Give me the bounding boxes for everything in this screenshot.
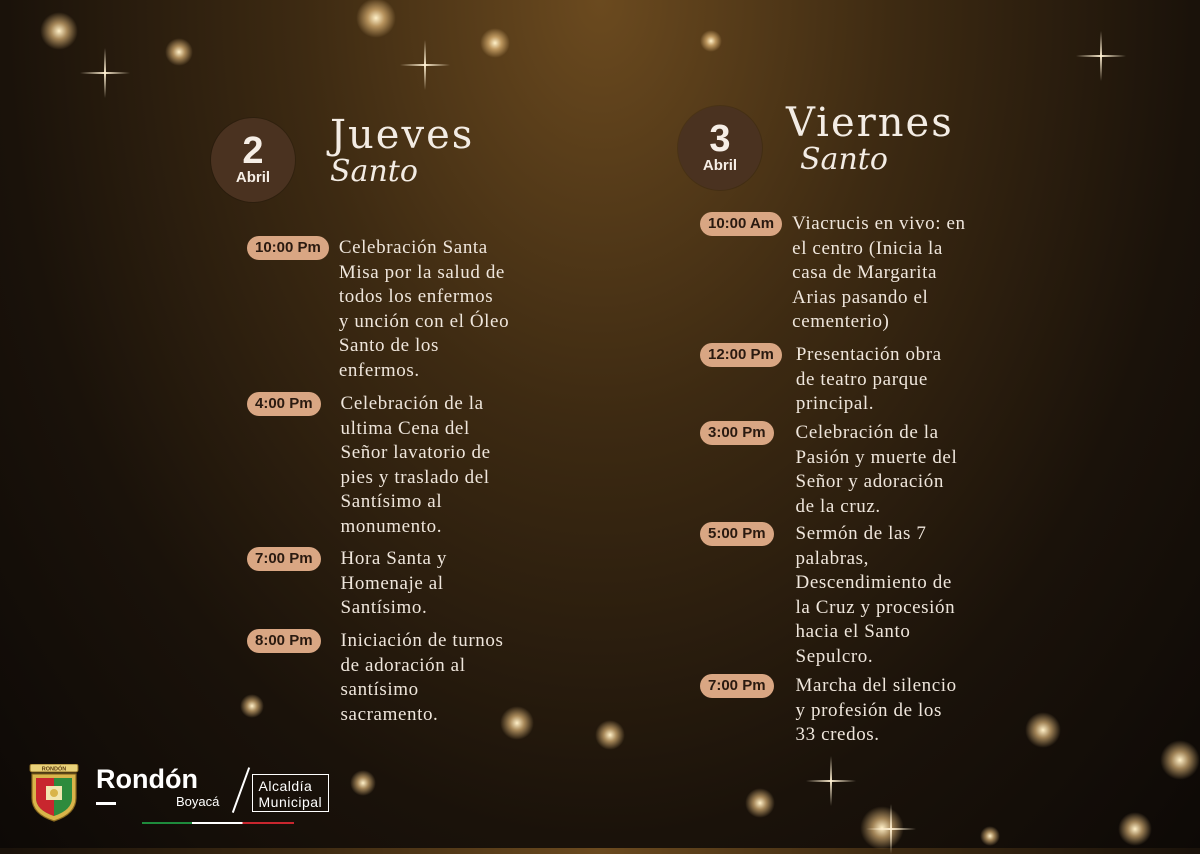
time-badge: 3:00 Pm [700, 421, 774, 445]
time-badge: 10:00 Pm [247, 236, 329, 260]
day-subtitle-thursday: Santo [330, 154, 418, 189]
alcaldia-line1: Alcaldía [258, 778, 313, 794]
time-badge: 5:00 Pm [700, 522, 774, 546]
event-item [700, 522, 955, 669]
time-badge: 7:00 Pm [247, 547, 321, 571]
day-number: 2 [242, 130, 264, 172]
day-month: Abril [702, 157, 738, 174]
alcaldia-box [252, 774, 330, 812]
event-description: Marcha del silencio y profesión de los 33 credos. [795, 675, 957, 745]
event-item [247, 629, 503, 727]
event-item [247, 392, 491, 539]
brand-dash [96, 802, 116, 805]
day-title-thursday: Jueves [330, 112, 475, 158]
time-badge: 8:00 Pm [247, 629, 321, 653]
brand-block [96, 764, 220, 809]
day-badge-friday [678, 106, 762, 190]
event-description: Viacrucis en vivo: en el centro (Inicia la casa de Margarita Arias pasando el cementerio) [792, 213, 966, 332]
event-item [700, 212, 966, 335]
event-item [700, 674, 957, 748]
event-item [247, 236, 509, 383]
day-subtitle-friday: Santo [800, 142, 888, 177]
event-description: Celebración de la ultima Cena del Señor lavatorio de pies y traslado del Santísimo al monumento. [340, 393, 491, 537]
event-item [700, 343, 942, 417]
time-badge: 7:00 Pm [700, 674, 774, 698]
event-description: Presentación obra de teatro parque principal. [795, 344, 942, 414]
divider-slash [232, 767, 250, 813]
municipal-footer [28, 764, 329, 822]
shield-text: RONDÓN [41, 766, 67, 773]
brand-region: Boyacá [176, 794, 220, 809]
event-description: Celebración de la Pasión y muerte del Señor y adoración de la cruz. [795, 422, 958, 517]
flag-colorbar [142, 822, 294, 824]
event-item [247, 547, 447, 621]
day-number: 3 [709, 118, 731, 160]
day-title-friday: Viernes [786, 100, 954, 146]
event-item [700, 421, 957, 519]
brand-name: Rondón [96, 764, 198, 794]
time-badge: 10:00 Am [700, 212, 782, 236]
event-description: Iniciación de turnos de adoración al santísimo sacramento. [340, 630, 504, 725]
event-description: Hora Santa y Homenaje al Santísimo. [340, 548, 447, 618]
time-badge: 4:00 Pm [247, 392, 321, 416]
day-badge-thursday [211, 118, 295, 202]
time-badge: 12:00 Pm [700, 343, 782, 367]
event-description: Sermón de las 7 palabras, Descendimiento de la Cruz y procesión hacia el Santo Sepulcro. [795, 523, 956, 667]
coat-of-arms-icon [28, 764, 80, 822]
alcaldia-line2: Municipal [258, 794, 323, 810]
day-month: Abril [235, 169, 271, 186]
event-description: Celebración Santa Misa por la salud de todos los enfermos y unción con el Óleo Santo de los enfermos. [338, 237, 510, 381]
